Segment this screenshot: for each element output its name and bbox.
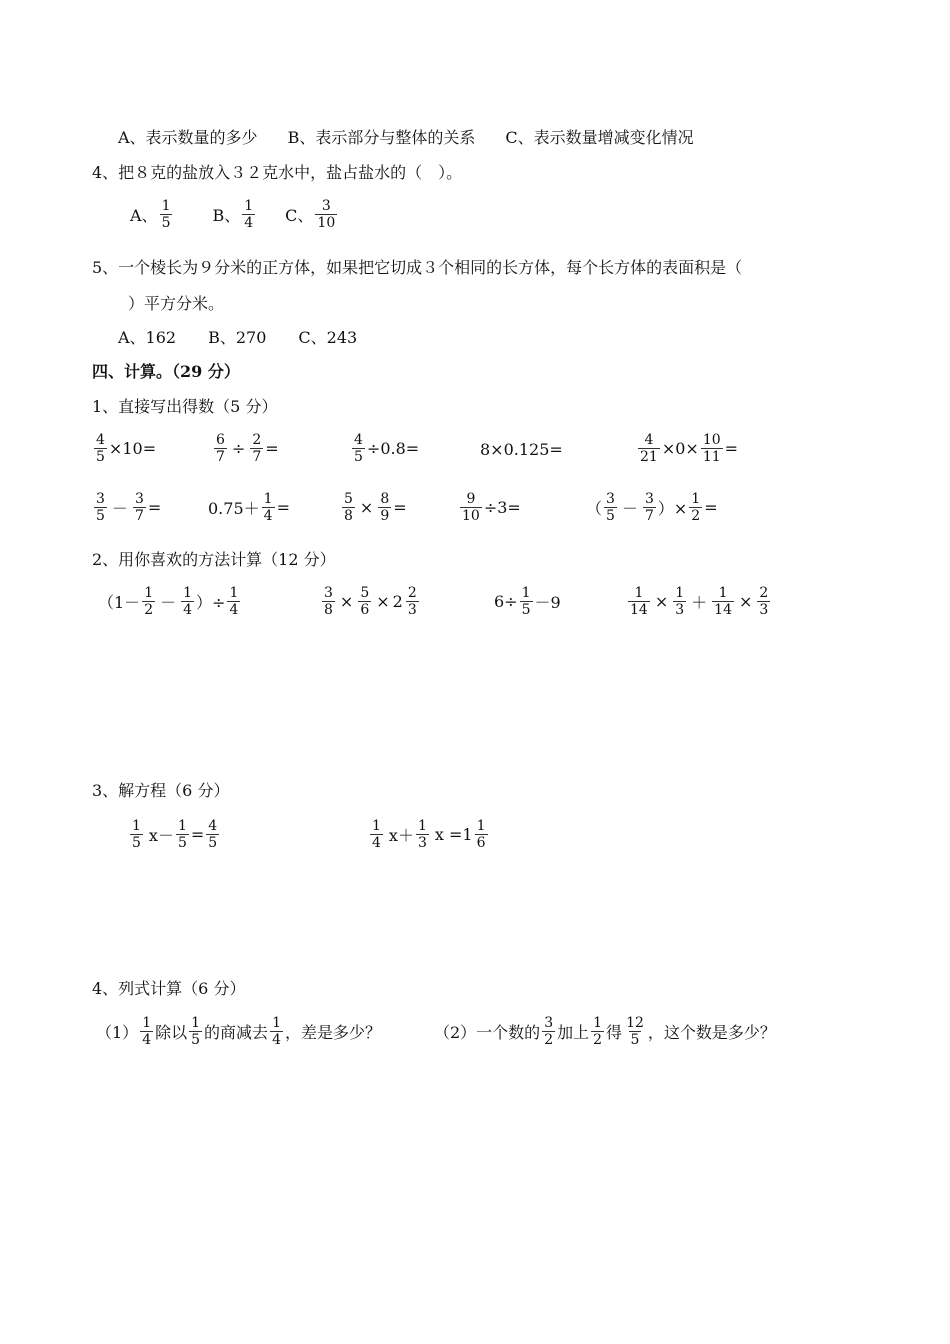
fraction: $\frac{3}{8}$ [324,585,333,618]
q5-line1: 5、一个棱长为９分米的正方体，如果把它切成３个相同的长方体，每个长方体的表面积是（ [92,258,743,277]
fraction: $\frac{5}{6}$ [360,585,370,618]
fraction: $\frac{1}{2}$ [144,585,154,618]
fraction: $\frac{5}{8}$ [344,491,353,524]
q5-options: A、162 B、270 C、243 [118,328,358,347]
fraction: $\frac{1}{2}$ [593,1015,603,1048]
q4-text: 4、把８克的盐放入３２克水中，盐占盐水的（ ）。 [92,163,463,182]
fraction: $\frac{1}{3}$ [675,585,685,618]
q4-option-c-label: C、 [285,206,314,225]
fraction: $\frac{1}{6}$ [476,818,486,851]
p4-title: 4、列式计算（6 分） [92,979,246,998]
p1-r2-d: $\frac{9}{10}$ ÷3= [462,491,521,524]
fraction: $\frac{4}{5}$ [208,818,218,851]
q4-option-c-fraction: $\frac{3}{10}$ [317,198,336,231]
fraction: $\frac{6}{7}$ [216,432,225,465]
fraction: $\frac{9}{10}$ [462,491,480,524]
p1-r1-a: $\frac{4}{5}$ ×10= [96,432,157,465]
q4-option-b-fraction: $\frac{1}{4}$ [244,198,254,231]
p3-equation-b: $\frac{1}{4}$ x＋ $\frac{1}{3}$ x =1 $\frac{1}{6}$ [372,818,486,851]
p3-equation-a: $\frac{1}{5}$ x－ $\frac{1}{5}$ = $\frac{4}{5}$ [132,818,218,851]
fraction: $\frac{1}{5}$ [521,585,531,618]
fraction: $\frac{1}{3}$ [417,818,427,851]
fraction: $\frac{2}{3}$ [407,585,417,618]
p2-a: （1－ $\frac{1}{2}$ － $\frac{1}{4}$ ）÷ $\frac{1}{4}$ [98,585,239,618]
fraction: $\frac{3}{5}$ [96,491,105,524]
fraction: $\frac{1}{5}$ [132,818,141,851]
q3-option-a: A、表示数量的多少 [118,128,258,147]
p4-question-1: （1） $\frac{1}{4}$ 除以 $\frac{1}{5}$ 的商减去 $\frac{1}{4}$ ，差是多少？ [96,1015,381,1048]
fraction: $\frac{1}{4}$ [183,585,193,618]
q3-option-b: B、表示部分与整体的关系 [287,128,476,147]
q4-option-b-label: B、 [212,206,241,225]
p1-r2-c: $\frac{5}{8}$ × $\frac{8}{9}$ = [344,491,407,524]
p1-r1-c: $\frac{4}{5}$ ÷0.8= [354,432,420,465]
p1-r1-d: 8×0.125= [480,440,563,459]
p2-d: $\frac{1}{14}$ × $\frac{1}{3}$ ＋ $\frac{1}{14}$ × $\frac{2}{3}$ [630,585,769,618]
fraction: $\frac{3}{7}$ [134,491,144,524]
fraction: $\frac{1}{14}$ [714,585,732,618]
p1-r1-b: $\frac{6}{7}$ ÷ $\frac{2}{7}$ = [216,432,279,465]
p3-title: 3、解方程（6 分） [92,781,230,800]
p1-r2-e: （ $\frac{3}{5}$ － $\frac{3}{7}$ ）× $\frac{1}{2}$ = [586,491,718,524]
fraction: $\frac{3}{5}$ [606,491,615,524]
p1-r1-e: $\frac{4}{21}$ ×0× $\frac{10}{11}$ = [640,432,739,465]
p1-title: 1、直接写出得数（5 分） [92,397,278,416]
section4-title: 四、计算。（29 分） [92,362,240,381]
fraction: $\frac{3}{7}$ [644,491,654,524]
fraction: $\frac{4}{5}$ [96,432,105,465]
fraction: $\frac{2}{7}$ [252,432,262,465]
q5-line2: ）平方分米。 [128,294,225,313]
fraction: $\frac{1}{5}$ [177,818,187,851]
fraction: $\frac{1}{2}$ [691,491,701,524]
fraction: $\frac{1}{4}$ [142,1015,152,1048]
p1-r2-a: $\frac{3}{5}$ － $\frac{3}{7}$ = [96,491,162,524]
p1-r2-b: 0.75＋ $\frac{1}{4}$ = [208,491,290,524]
fraction: $\frac{2}{3}$ [759,585,769,618]
fraction: $\frac{8}{9}$ [380,491,390,524]
fraction: $\frac{4}{5}$ [354,432,363,465]
fraction: $\frac{1}{4}$ [229,585,239,618]
fraction: $\frac{12}{5}$ [626,1015,644,1048]
fraction: $\frac{1}{14}$ [630,585,648,618]
fraction: $\frac{1}{5}$ [191,1015,201,1048]
q3-options [118,128,694,148]
q4-option-a-fraction: $\frac{1}{5}$ [161,198,171,231]
fraction: $\frac{1}{4}$ [372,818,381,851]
p2-b: $\frac{3}{8}$ × $\frac{5}{6}$ × 2 $\frac{2}{3}$ [324,585,417,618]
fraction: $\frac{1}{4}$ [272,1015,281,1048]
p2-c: 6÷ $\frac{1}{5}$ －9 [494,585,561,618]
p2-title: 2、用你喜欢的方法计算（12 分） [92,550,336,569]
p4-question-2: （2）一个数的 $\frac{3}{2}$ 加上 $\frac{1}{2}$ 得 $\frac{12}{5}$ ，这个数是多少？ [434,1015,776,1048]
q4-option-a-label: A、 [130,206,158,225]
fraction: $\frac{3}{2}$ [544,1015,554,1048]
fraction: $\frac{1}{4}$ [263,491,273,524]
q4-options [130,198,339,231]
fraction: $\frac{10}{11}$ [702,432,721,465]
fraction: $\frac{4}{21}$ [640,432,658,465]
q3-option-c: C、表示数量增减变化情况 [505,128,694,147]
